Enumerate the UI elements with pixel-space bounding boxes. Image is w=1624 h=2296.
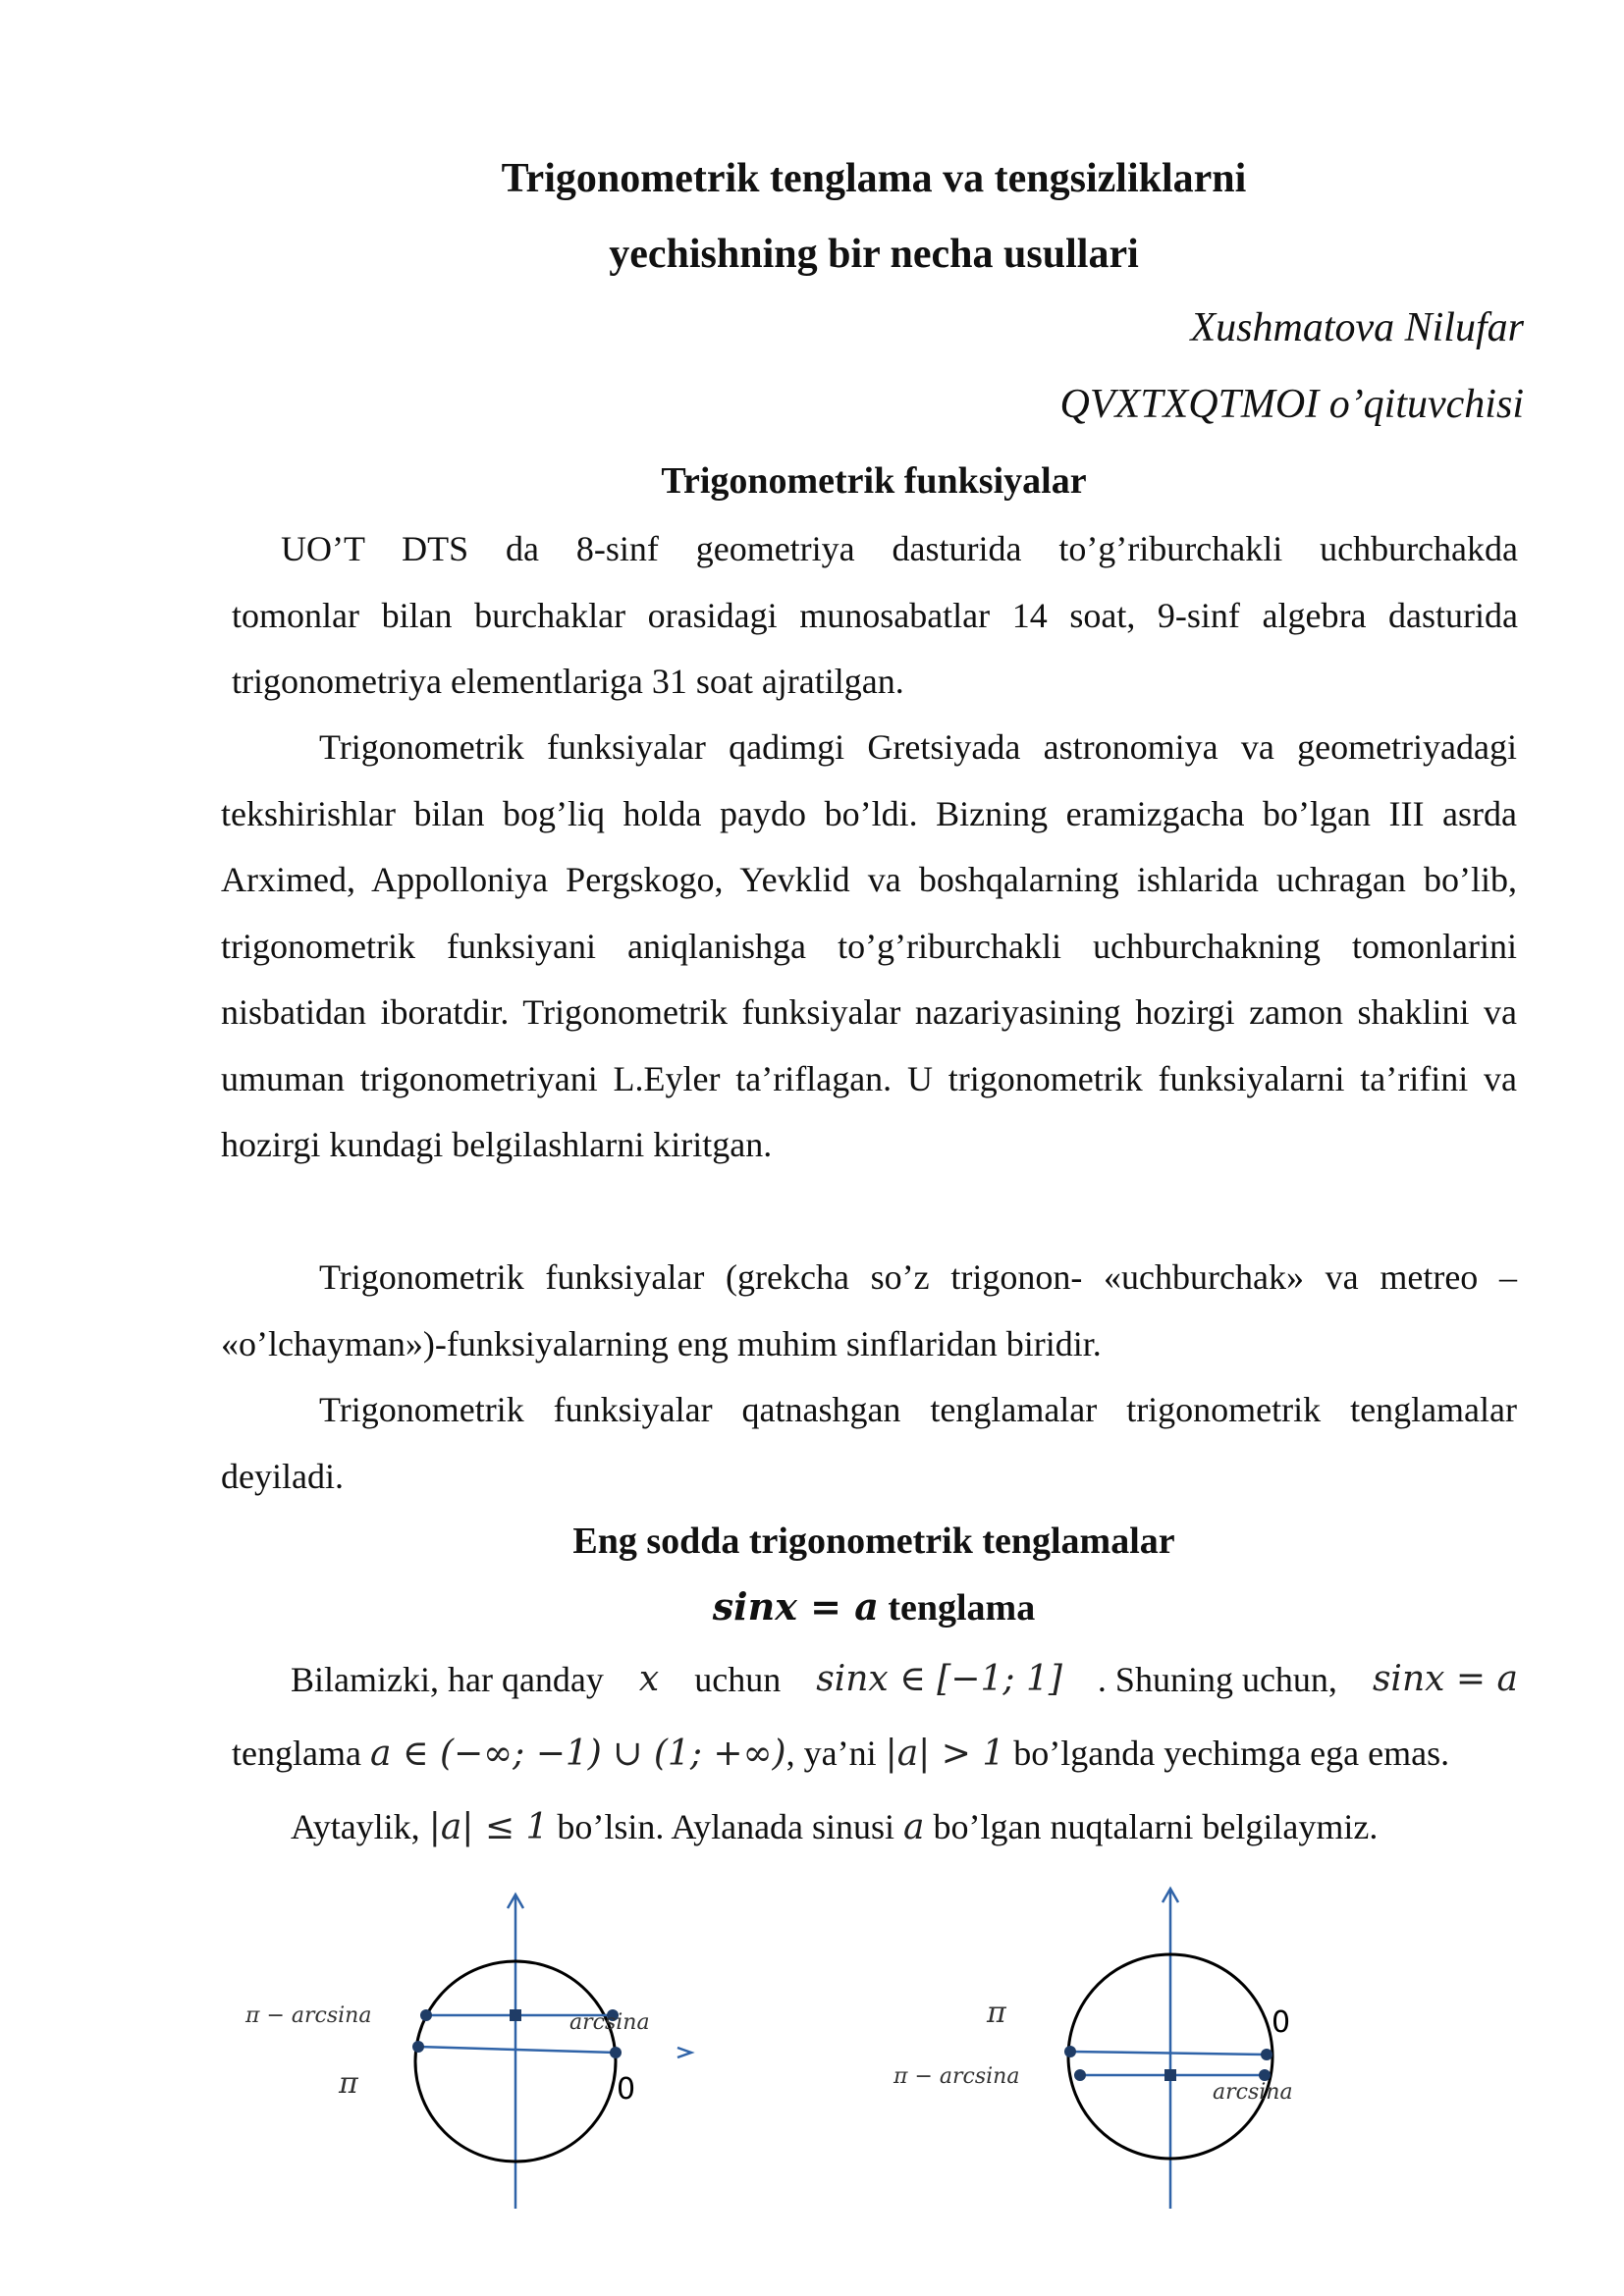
paragraph-1: [232, 516, 1518, 716]
paragraph-2: Trigonometrik funksiyalar qadimgi Gretsiyada astronomiya va geometriyadagi tekshirishlar bilan bog’liq holda paydo bo’ldi. Bizning eramizgacha bo’lgan III asrda Arximed, Appolloniya Pergskogo, Yevklid va boshqalarning ishlarida uchragan bo’lib, trigonometrik funksiyani aniqlanishga to’g’riburchakli uchburchakning tomonlarini nisbatidan iboratdir. Trigonometrik funksiyalar nazariyasining hozirgi zamon shaklini va umuman trigonometriyani L.Eyler ta’riflagan. U trigonometrik funksiyalarni ta’rifini va hozirgi kundagi belgilashlarni kiritgan.: [221, 727, 1517, 1164]
label-zero: 0: [617, 2072, 636, 2107]
math-abs-a-gt-1: |a| > 1: [885, 1734, 1005, 1774]
title-line-2: yechishning bir necha usullari: [609, 232, 1139, 277]
paragraph-3: Trigonometrik funksiyalar (grekcha so’z trigonon- «uchburchak» va metreo – «o’lchayman»)-funksiyalarning eng muhim sinflaridan biridir.: [221, 1257, 1517, 1363]
point-zero: [610, 2047, 622, 2058]
subheading-sinx-equation: [0, 1584, 1624, 1629]
math-line-2-text-c: bo’lganda yechimga ega emas.: [1004, 1734, 1450, 1773]
point-pi: [1064, 2046, 1076, 2057]
unit-circle-figure-right: [874, 1875, 1384, 2218]
subheading-text: tenglama: [878, 1587, 1036, 1629]
label-pi-minus-arcsin: π − arcsina: [893, 2064, 1020, 2089]
math-line-3-text-b: bo’lsin. Aylanada sinusi: [548, 1807, 904, 1846]
label-pi: π: [339, 2066, 358, 2101]
math-line-1-text-c: . Shuning uchun,: [1097, 1660, 1337, 1699]
x-axis-line: [418, 2047, 616, 2053]
title-line-1: Trigonometrik tenglama va tengsizliklarni: [501, 156, 1247, 201]
point-zero: [1261, 2049, 1272, 2060]
point-a-on-axis: [510, 2009, 521, 2021]
math-sin-range: sinx ∈ [−1; 1]: [816, 1659, 1062, 1699]
section-heading-functions: Trigonometrik funksiyalar: [661, 460, 1087, 502]
label-zero: 0: [1272, 2005, 1291, 2040]
point-pi: [412, 2041, 424, 2053]
math-line-2-text-a: tenglama: [232, 1734, 370, 1773]
math-line-1: [291, 1659, 1518, 1700]
section-heading-simple-equations: Eng sodda trigonometrik tenglamalar: [572, 1521, 1175, 1562]
unit-circle-figure-left: [226, 1875, 717, 2218]
math-a-interval: a ∈ (−∞; −1) ∪ (1; +∞): [369, 1734, 786, 1774]
math-var-x: x: [638, 1659, 660, 1699]
math-line-2: [232, 1733, 1449, 1774]
math-line-3-text-a: Aytaylik,: [291, 1807, 429, 1846]
math-line-1-text-a: Bilamizki, har qanday: [291, 1660, 604, 1699]
math-var-a: a: [903, 1807, 925, 1847]
x-axis-arrow-icon: [677, 2048, 691, 2057]
math-line-3-text-c: bo’lgan nuqtalarni belgilaymiz.: [924, 1807, 1379, 1846]
author-name: Xushmatova Nilufar: [1190, 305, 1524, 350]
math-line-3: [291, 1806, 1378, 1847]
point-pi-minus-arcsin: [1074, 2069, 1086, 2081]
math-line-1-text-b: uchun: [694, 1660, 782, 1699]
point-a-on-axis: [1164, 2069, 1176, 2081]
label-arcsin: arcsina: [1213, 2080, 1293, 2105]
subheading-math: sinx = a: [712, 1584, 879, 1629]
math-abs-a-le-1: |a| ≤ 1: [428, 1807, 549, 1847]
label-pi: π: [987, 1996, 1006, 2030]
math-line-2-text-b: , ya’ni: [785, 1734, 886, 1773]
x-axis-line: [1070, 2052, 1267, 2055]
point-pi-minus-arcsin: [420, 2009, 432, 2021]
paragraph-1-line-1: UO’T DTS da 8-sinf geometriya dasturida to’g’riburchakli uchburchakda: [281, 529, 1518, 568]
author-position: QVXTXQTMOI o’qituvchisi: [1059, 382, 1524, 427]
paragraph-1-line-3: trigonometriya elementlariga 31 soat ajratilgan.: [232, 662, 904, 701]
paragraph-1-line-2: tomonlar bilan burchaklar orasidagi munosabatlar 14 soat, 9-sinf algebra dasturida: [232, 595, 1518, 635]
paragraph-4: Trigonometrik funksiyalar qatnashgan tenglamalar trigonometrik tenglamalar deyiladi.: [221, 1390, 1517, 1496]
label-pi-minus-arcsin: π − arcsina: [245, 2003, 372, 2028]
label-arcsin: arcsina: [569, 2010, 650, 2035]
math-sinx-eq-a: sinx = a: [1372, 1659, 1518, 1699]
